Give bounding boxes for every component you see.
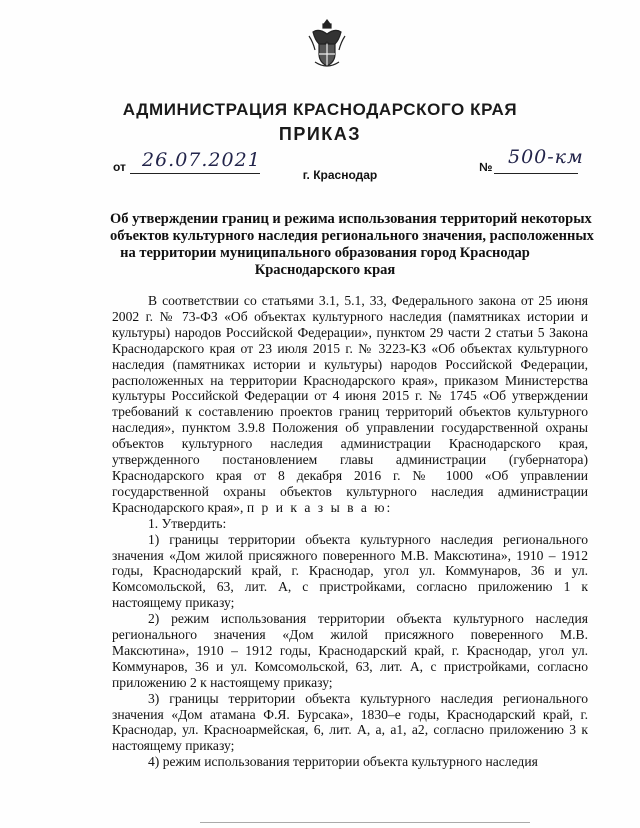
date-label: от [113, 160, 126, 174]
number-value: 500-км [508, 146, 584, 168]
preamble-text: В соответствии со статьями 3.1, 5.1, 33, Федерального закона от 25 июня 2002 г. № 73-ФЗ «Об объектах культурного наследия (памятниках истории и культуры) народов Российской Федерации», пунктом 29 части 2 статьи 5 Закона Краснодарского края от 23 июля 2015 г. № 3223-КЗ «Об объектах культурного наследия (памятниках истории и культуры) народов Российской Федерации, расположенных на территории Краснодарского края», приказом Министерства культуры Российской Федерации от 4 июня 2015 г. № 1745 «Об утверждении требований к составлению проектов границ территорий объектов культурного наследия», пунктом 3.9.8 Положения об управлении государственной охраны объектов культурного наследия администрации Краснодарского края, утвержденного постановлением главы администрации (губернатора) Краснодарского края от 8 декабря 2016 г. № 1000 «Об управлении государственной охраны объектов культурного наследия администрации Краснодарского края», [112, 293, 588, 515]
number-label: № [479, 160, 493, 174]
title-line: Об утверждении границ и режима использования территорий некоторых [110, 211, 592, 227]
item-1-1: 1) границы территории объекта культурного наследия регионального значения «Дом жилой присяжного поверенного М.В. Максютина», 1910 – 1912 годы, Краснодарский край, г. Краснодар, угол ул. Коммунаров, 36 и ул. Комсомольской, 63, лит. А, с пристройками, согласно приложению 1 к настоящему приказу; [112, 531, 588, 611]
date-value: 26.07.2021 [142, 149, 261, 171]
title-line: объектов культурного наследия регионального значения, расположенных [110, 228, 594, 244]
document-title [110, 211, 594, 279]
organization-name: АДМИНИСТРАЦИЯ КРАСНОДАРСКОГО КРАЯ [122, 100, 518, 119]
preamble-paragraph [112, 293, 588, 516]
title-line: Краснодарского края [254, 262, 396, 278]
item-1-2: 2) режим использования территории объекта культурного наследия регионального значения «Дом жилой присяжного поверенного М.В. Максютина», 1910 – 1912 годы, Краснодарский край, г. Краснодар, угол ул. Коммунаров, 36 и ул. Комсомольской, 63, лит. А, с пристройками, согласно приложению 2 к настоящему приказу; [112, 611, 588, 690]
item-1-4: 4) режим использования территории объекта культурного наследия [148, 754, 538, 770]
item-1-3: 3) границы территории объекта культурного наследия регионального значения «Дом атамана Ф.Я. Бурсака», 1830–е годы, Краснодарский край, г. Краснодар, ул. Красноармейская, 6, лит. А, а, а1, а2, согласно приложению 3 к настоящему приказу; [112, 690, 588, 754]
city-name: г. Краснодар [302, 168, 378, 182]
document-type: ПРИКАЗ [278, 124, 362, 144]
item-1: 1. Утвердить: [148, 515, 227, 531]
bottom-divider [200, 822, 530, 823]
coat-of-arms-icon [307, 18, 347, 70]
document-body [112, 293, 588, 770]
title-line: на территории муниципального образования город Краснодар [120, 245, 530, 261]
order-word: п р и к а з ы в а ю: [246, 499, 393, 515]
